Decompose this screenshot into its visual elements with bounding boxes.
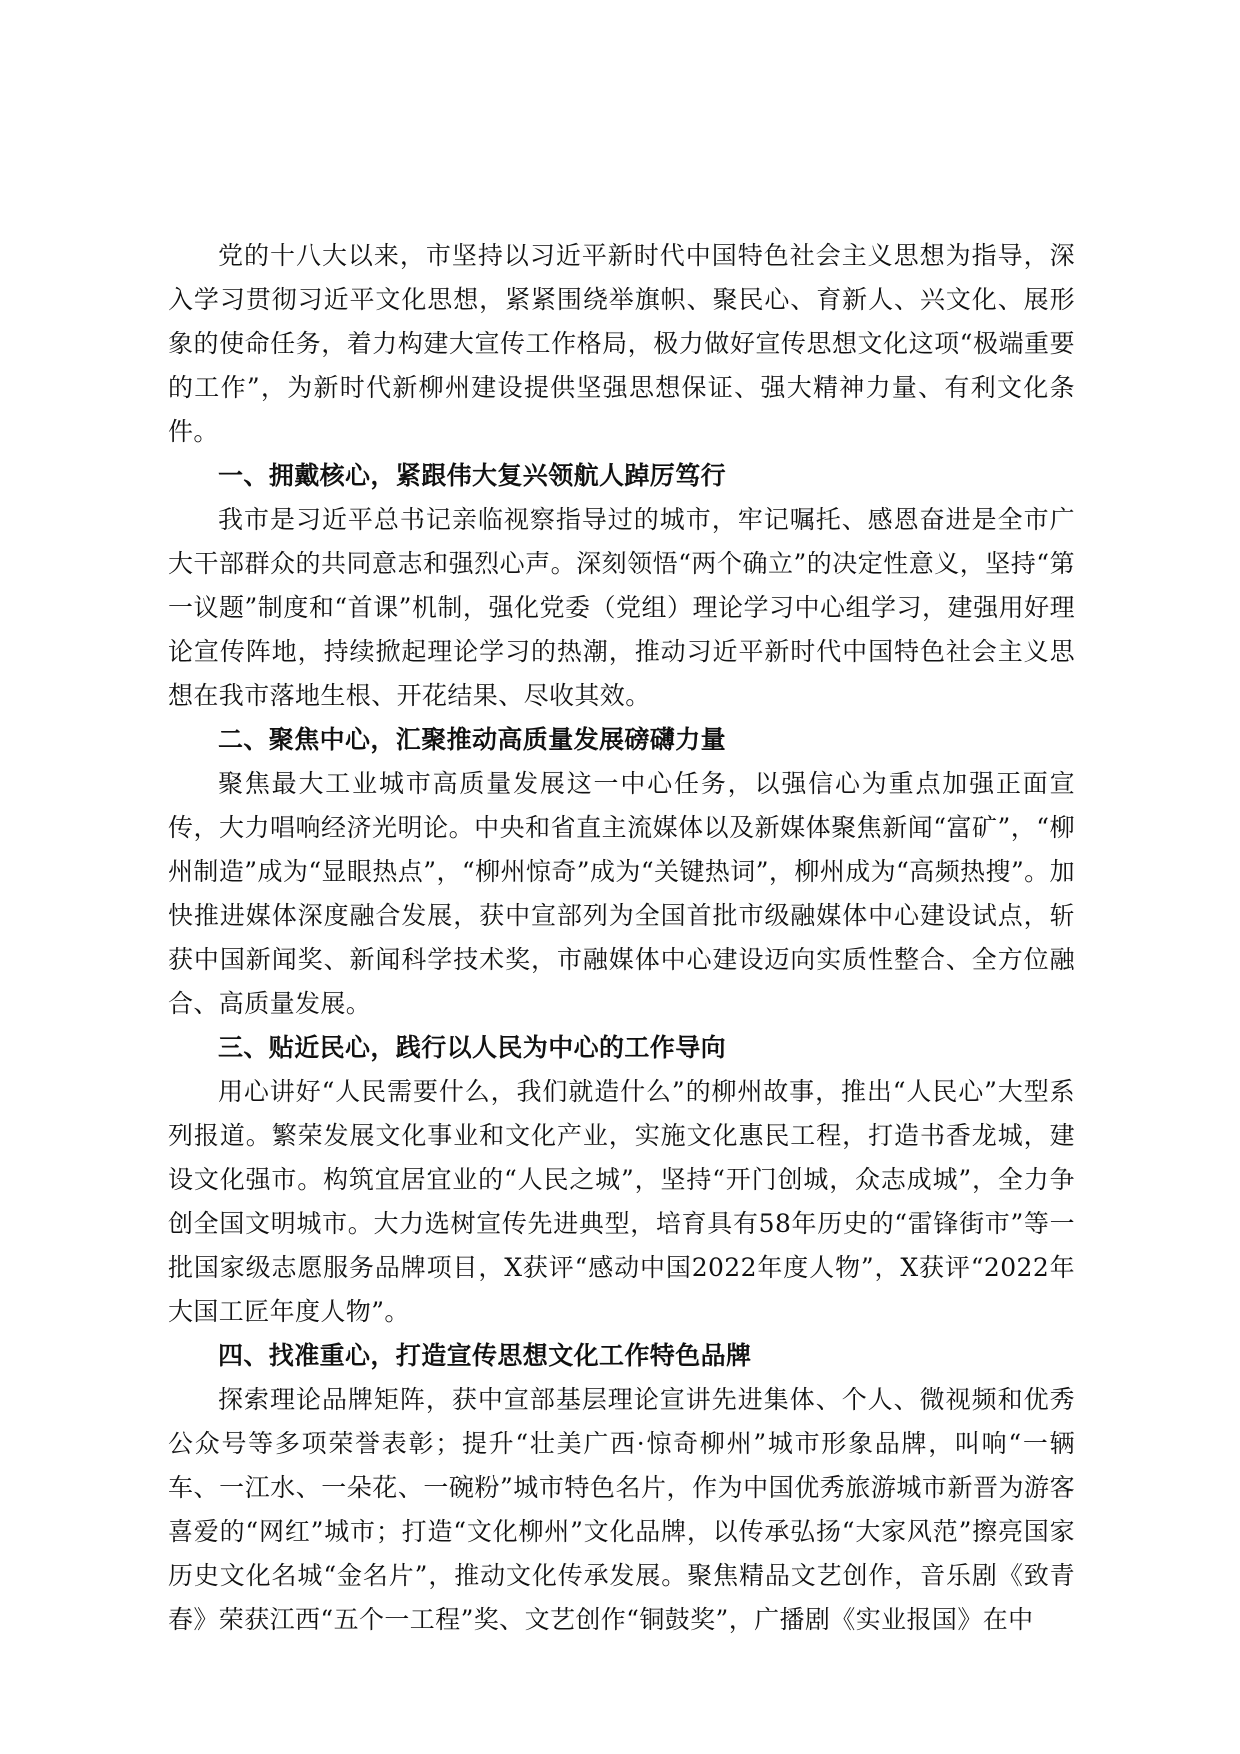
section-2-body: 聚焦最大工业城市高质量发展这一中心任务，以强信心为重点加强正面宣传，大力唱响经济光明论。中央和省直主流媒体以及新媒体聚焦新闻“富矿”，“柳州制造”成为“显眼热点”，“柳州惊奇”成为“关键热词”，柳州成为“高频热搜”。加快推进媒体深度融合发展，获中宣部列为全国首批市级融媒体中心建设试点，斩获中国新闻奖、新闻科学技术奖，市融媒体中心建设迈向实质性整合、全方位融合、高质量发展。 bbox=[168, 769, 1075, 1018]
section-3-heading: 三、贴近民心，践行以人民为中心的工作导向 bbox=[218, 1033, 727, 1062]
section-4-body: 探索理论品牌矩阵，获中宣部基层理论宣讲先进集体、个人、微视频和优秀公众号等多项荣誉表彰；提升“壮美广西·惊奇柳州”城市形象品牌，叫响“一辆车、一江水、一朵花、一碗粉”城市特色名片，作为中国优秀旅游城市新晋为游客喜爱的“网红”城市；打造“文化柳州”文化品牌，以传承弘扬“大家风范”擦亮国家历史文化名城“金名片”，推动文化传承发展。聚焦精品文艺创作，音乐剧《致青春》荣获江西“五个一工程”奖、文艺创作“铜鼓奖”，广播剧《实业报国》在中 bbox=[168, 1385, 1075, 1634]
section-1-body: 我市是习近平总书记亲临视察指导过的城市，牢记嘱托、感恩奋进是全市广大干部群众的共同意志和强烈心声。深刻领悟“两个确立”的决定性意义，坚持“第一议题”制度和“首课”机制，强化党委（党组）理论学习中心组学习，建强用好理论宣传阵地，持续掀起理论学习的热潮，推动习近平新时代中国特色社会主义思想在我市落地生根、开花结果、尽收其效。 bbox=[168, 505, 1075, 710]
section-1-heading: 一、拥戴核心，紧跟伟大复兴领航人踔厉笃行 bbox=[218, 461, 727, 490]
section-2-heading: 二、聚焦中心，汇聚推动高质量发展磅礴力量 bbox=[218, 725, 727, 754]
intro-paragraph: 党的十八大以来，市坚持以习近平新时代中国特色社会主义思想为指导，深入学习贯彻习近平文化思想，紧紧围绕举旗帜、聚民心、育新人、兴文化、展形象的使命任务，着力构建大宣传工作格局，极力做好宣传思想文化这项“极端重要的工作”，为新时代新柳州建设提供坚强思想保证、强大精神力量、有利文化条件。 bbox=[168, 241, 1075, 446]
section-3-body: 用心讲好“人民需要什么，我们就造什么”的柳州故事，推出“人民心”大型系列报道。繁荣发展文化事业和文化产业，实施文化惠民工程，打造书香龙城，建设文化强市。构筑宜居宜业的“人民之城”，坚持“开门创城，众志成城”，全力争创全国文明城市。大力选树宣传先进典型，培育具有58年历史的“雷锋街市”等一批国家级志愿服务品牌项目，X获评“感动中国2022年度人物”，X获评“2022年大国工匠年度人物”。 bbox=[168, 1077, 1075, 1326]
document-page bbox=[168, 234, 1075, 1642]
section-4-heading: 四、找准重心，打造宣传思想文化工作特色品牌 bbox=[218, 1341, 752, 1370]
